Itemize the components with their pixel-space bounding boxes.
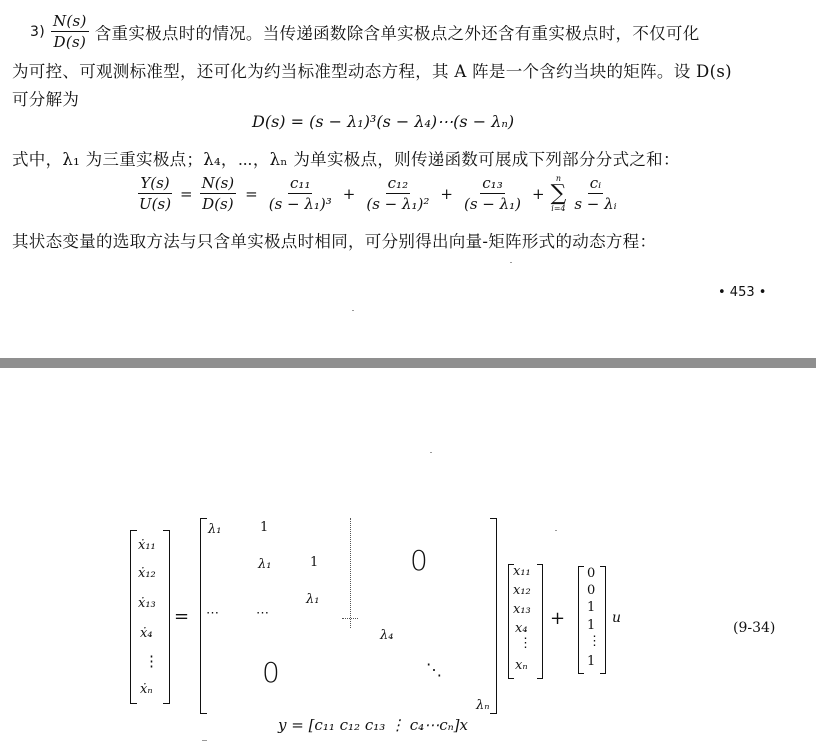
denominator-factorization-equation: D(s) = (s − λ₁)³(s − λ₄)⋯(s − λₙ) bbox=[252, 112, 515, 131]
x-entry: x₄ bbox=[515, 621, 528, 636]
b-entry: 0 bbox=[587, 566, 596, 581]
x-left-bracket bbox=[508, 564, 514, 679]
scan-speck bbox=[202, 740, 207, 741]
matrix-entry: λ₁ bbox=[258, 557, 272, 572]
b-right-bracket bbox=[600, 566, 606, 674]
term2-fraction: $\frac{\text{c₁₂}}{\text{(s − λ₁)²}}$ bbox=[366, 174, 430, 213]
x-entry: x₁₁ bbox=[513, 564, 531, 579]
xdot-entry: ẋ₁₃ bbox=[138, 596, 156, 611]
term1-fraction: $\frac{\text{c₁₁}}{\text{(s − λ₁)³}}$ bbox=[268, 174, 332, 213]
output-equation: y = [c₁₁ c₁₂ c₁₃ ⋮ c₄⋯cₙ]x bbox=[278, 716, 468, 734]
zero-block-upper: 0 bbox=[410, 544, 428, 577]
partition-dots-left: ⋯ bbox=[206, 606, 219, 621]
b-entry: ⋮ bbox=[588, 634, 601, 649]
partial-fraction-equation: $\frac{Y(s)}{U(s)}$ = $\frac{N(s)}{D(s)}$ = $\frac{\text{c₁₁}}{\text{(s − λ₁)³}}$ + $\frac{\text{c₁₂}}{\text{(s − λ₁)²}}$ + $\frac{\text{c₁₃}}{\text{(s − λ₁)}}$ + n ∑ i=4 $\frac{\text{cᵢ}}{\text{s − λᵢ}}$ bbox=[139, 173, 617, 213]
b-entry: 0 bbox=[587, 583, 596, 598]
paragraph-line-4: 式中，λ₁ 为三重实极点；λ₄，⋯，λₙ 为单实极点，则传递函数可展成下列部分分式之和： bbox=[12, 150, 680, 169]
matrix-entry: λ₄ bbox=[380, 628, 394, 643]
term3-fraction: $\frac{\text{c₁₃}}{\text{(s − λ₁)}}$ bbox=[463, 174, 522, 213]
matrix-entry: λₙ bbox=[476, 698, 490, 713]
lhs1-fraction: $\frac{Y(s)}{U(s)}$ bbox=[139, 174, 172, 213]
equals-sign: = bbox=[174, 606, 190, 627]
n-over-d-fraction: $\frac{N(s)}{D(s)}$ bbox=[52, 12, 87, 51]
b-entry: 1 bbox=[587, 618, 596, 633]
x-entry: ⋮ bbox=[519, 636, 532, 651]
xdot-entry: ẋ₁₁ bbox=[138, 538, 156, 553]
b-left-bracket bbox=[578, 566, 584, 674]
paragraph-line-2: 为可控、可观测标准型，还可化为约当标准型动态方程，其 A 阵是一个含约当块的矩阵。设 D(s) bbox=[12, 62, 732, 81]
paragraph-line-5: 其状态变量的选取方法与只含单实极点时相同，可分别得出向量-矩阵形式的动态方程： bbox=[12, 232, 657, 251]
b-entry: 1 bbox=[587, 600, 596, 615]
partition-dots-mid: ⋯ bbox=[256, 606, 269, 621]
equation-number: (9-34) bbox=[733, 620, 776, 636]
xdot-entry: ẋ₁₂ bbox=[138, 566, 156, 581]
page-separator bbox=[0, 358, 816, 368]
lhs2-fraction: $\frac{N(s)}{D(s)}$ bbox=[201, 174, 235, 213]
matrix-entry: λ₁ bbox=[306, 592, 320, 607]
paragraph-line-1 bbox=[30, 12, 700, 51]
x-right-bracket bbox=[537, 564, 543, 679]
diagonal-dots: ⋱ bbox=[426, 660, 442, 679]
plus-sign: + bbox=[550, 608, 566, 629]
a-matrix-right-bracket bbox=[490, 518, 497, 714]
term4-fraction: $\frac{\text{cᵢ}}{\text{s − λᵢ}}$ bbox=[574, 174, 617, 213]
scan-speck bbox=[510, 262, 512, 263]
line-1-text: 含重实极点时的情况。当传递函数除含单实极点之外还含有重实极点时，不仅可化 bbox=[94, 23, 700, 43]
zero-block-lower: 0 bbox=[262, 656, 280, 689]
xdot-entry: ẋ₄ bbox=[140, 626, 153, 641]
xdot-right-bracket bbox=[163, 530, 170, 704]
b-entry: 1 bbox=[587, 654, 596, 669]
xdot-entry: ⋮ bbox=[144, 652, 159, 670]
matrix-entry: 1 bbox=[260, 520, 269, 535]
matrix-entry: 1 bbox=[310, 555, 319, 570]
page-number: • 453 • bbox=[718, 285, 767, 300]
xdot-left-bracket bbox=[130, 530, 137, 704]
scan-speck bbox=[555, 530, 557, 531]
x-entry: xₙ bbox=[515, 658, 528, 673]
partition-line-horizontal bbox=[342, 618, 358, 619]
scan-speck bbox=[352, 310, 354, 311]
partition-line-vertical bbox=[350, 518, 351, 628]
xdot-entry: ẋₙ bbox=[140, 682, 153, 697]
x-entry: x₁₂ bbox=[513, 583, 531, 598]
item-label: 3) bbox=[30, 23, 45, 40]
paragraph-line-3: 可分解为 bbox=[12, 90, 80, 109]
summation-symbol: n ∑ i=4 bbox=[550, 173, 567, 213]
x-entry: x₁₃ bbox=[513, 602, 531, 617]
scan-speck bbox=[430, 452, 432, 453]
input-u: u bbox=[612, 610, 622, 626]
matrix-entry: λ₁ bbox=[208, 522, 222, 537]
